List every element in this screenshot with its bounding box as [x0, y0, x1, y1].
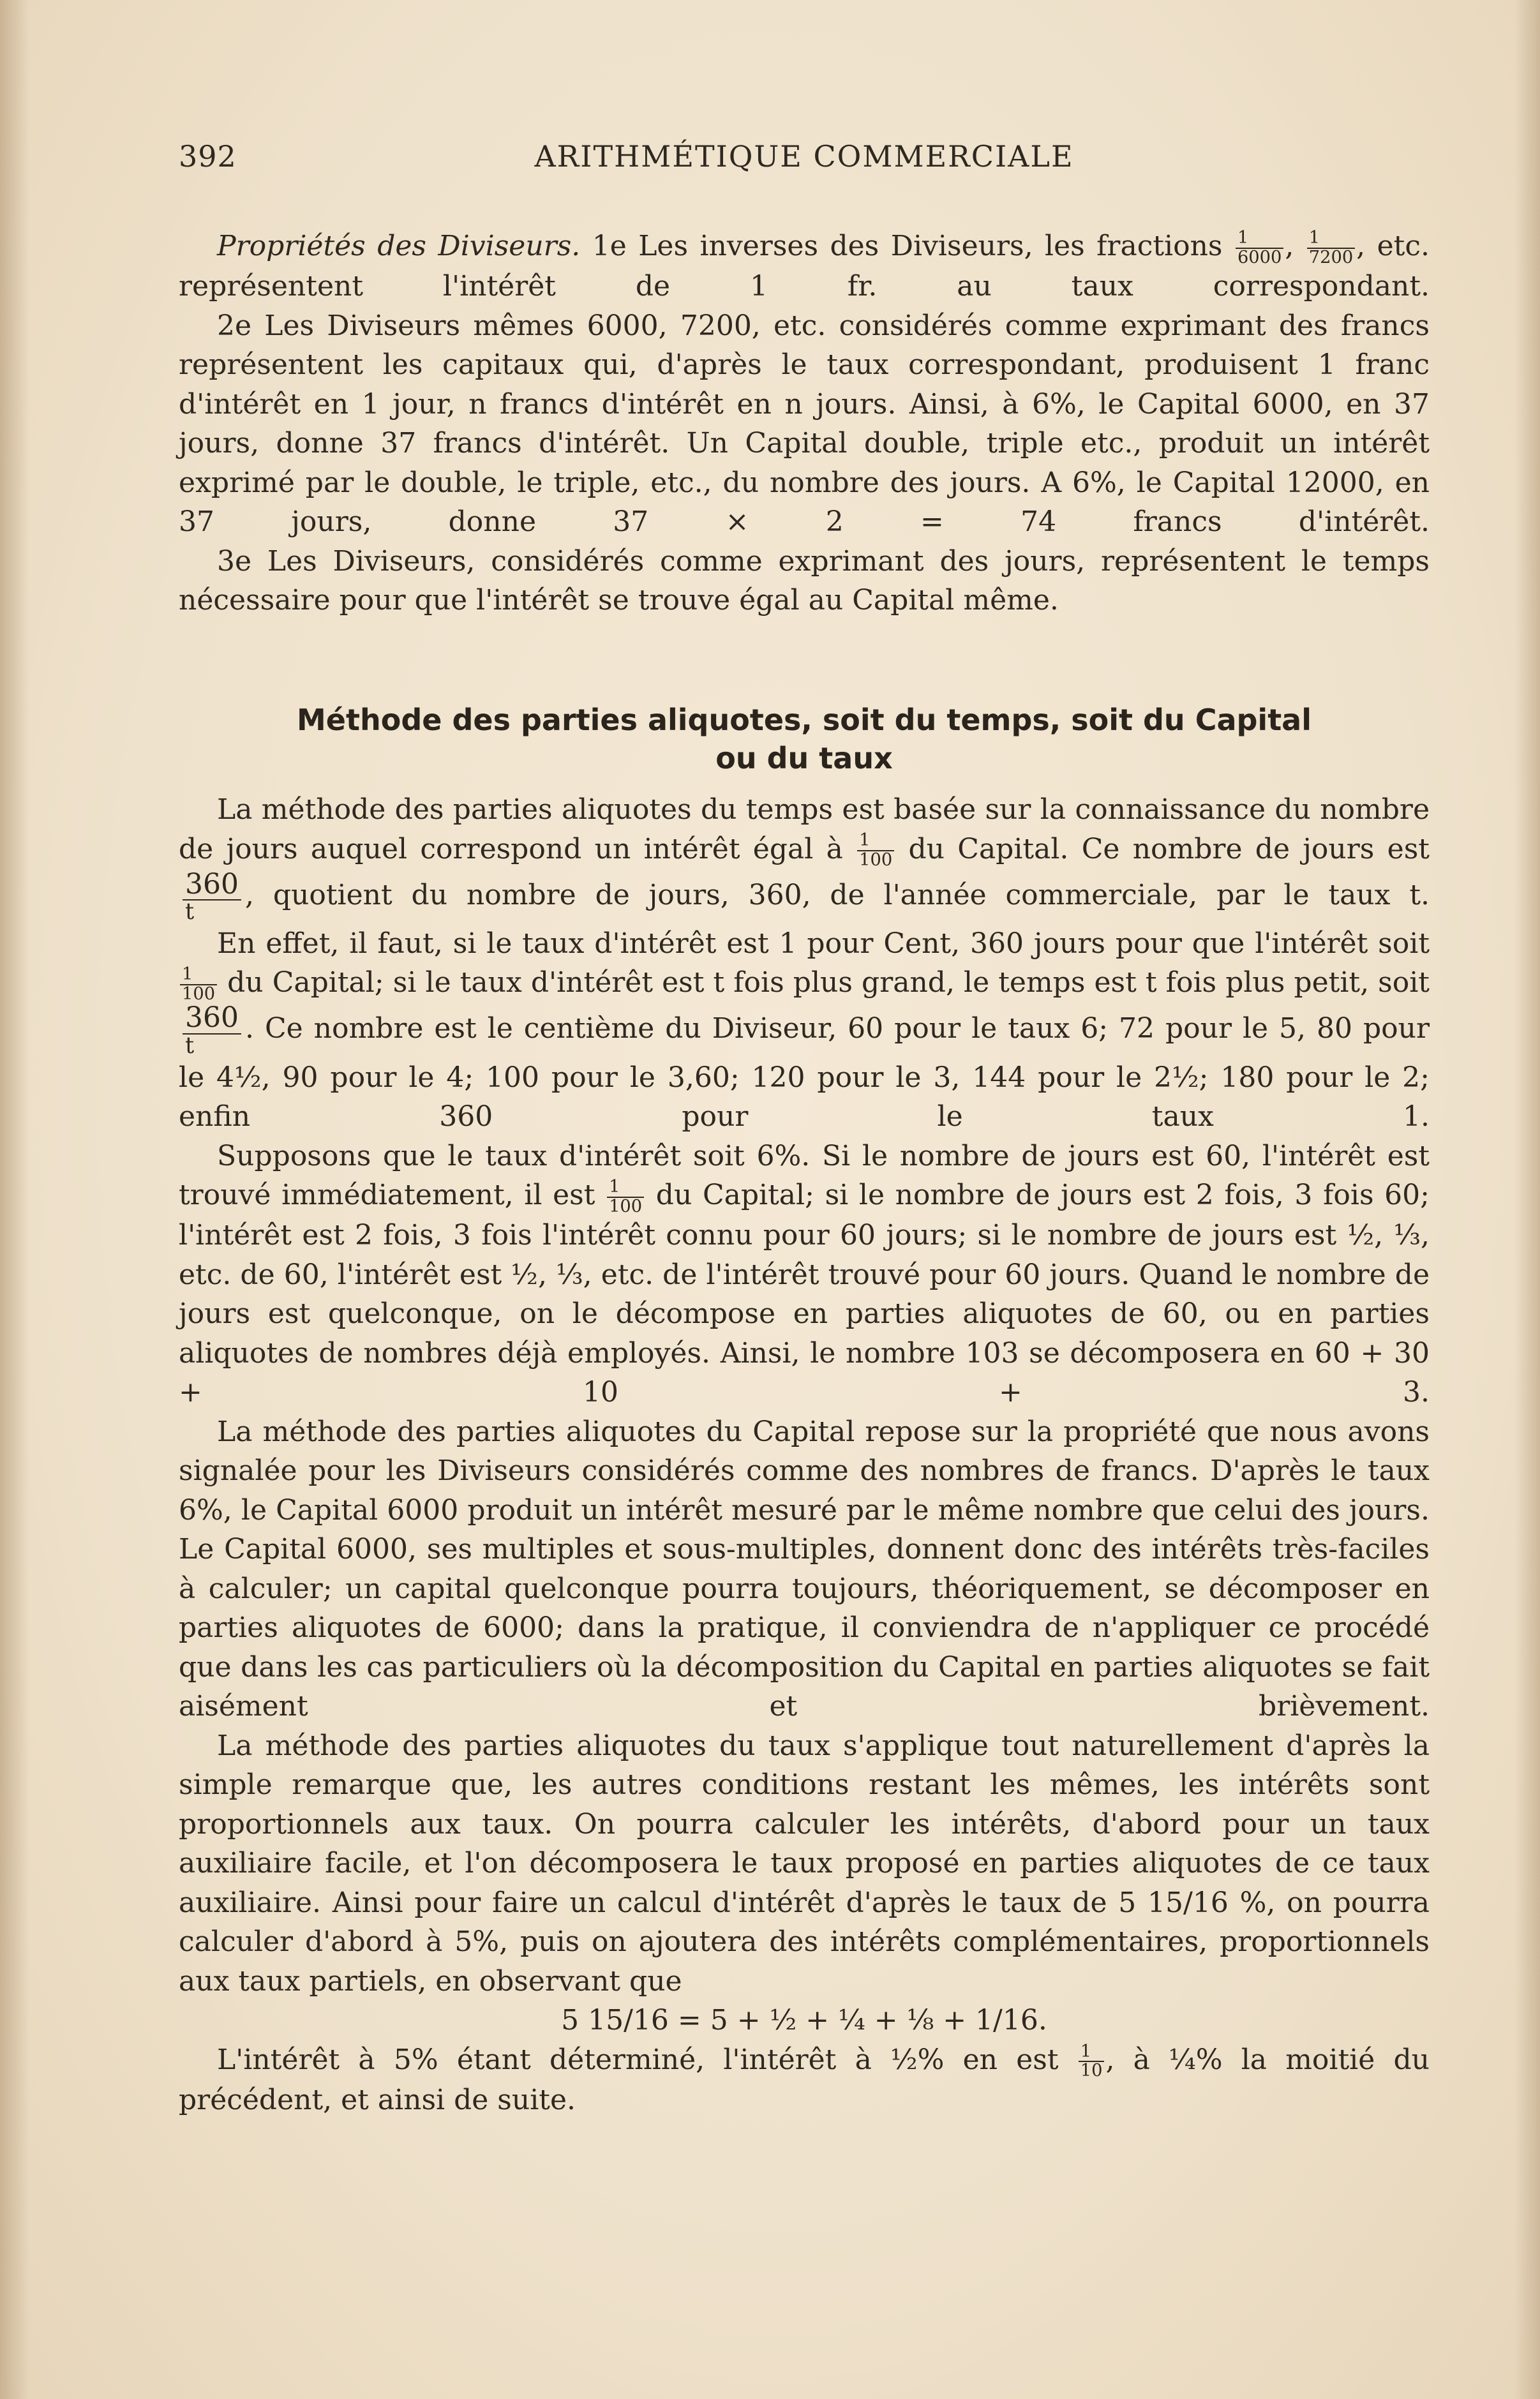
page-shadow-left	[0, 0, 29, 2399]
capital-method-paragraph: La méthode des parties aliquotes du Capital repose sur la propriété que nous avons signalée pour les Diviseurs considérés comme des nombres de francs. D'après le taux 6%, le Capital 6000 produit un intérêt mesuré par le même nombre que celui des jours. Le Capital 6000, ses multiples et sous-multiples, donnent donc des intérêts très-faciles à calculer; un capital quelconque pourra toujours, théoriquement, se décomposer en parties aliquotes de 6000; dans la pratique, il conviendra de n'appliquer ce procédé que dans les cas particuliers où la décomposition du Capital en parties aliquotes se fait aisément et brièvement.	[179, 1415, 1430, 1723]
page-shadow-right	[1514, 0, 1540, 2399]
fraction-1-100-b: $\frac{1}{100}$	[180, 966, 217, 1003]
closing-paragraph: L'intérêt à 5% étant déterminé, l'intérêt à ½% en est $\frac{1}{10}$ , à ¼% la moitié du précédent, et ainsi de suite.	[179, 2041, 1430, 2116]
page-number: 392	[179, 139, 237, 174]
fraction-1-7200: $\frac{1}{7200}$	[1307, 229, 1355, 267]
properties-label: Propriétés des Diviseurs.	[217, 230, 581, 262]
rate-method-paragraph: La méthode des parties aliquotes du taux s'applique tout naturellement d'après la simple remarque que, les autres conditions restant les mêmes, les intérêts sont proportionnels aux taux. On pourra calculer les intérêts, d'abord pour un taux auxiliaire facile, et l'on décomposera le taux proposé en parties aliquotes de ce taux auxiliaire. Ainsi pour faire un calcul d'intérêt d'après le taux de 5 15/16 %, on pourra calculer d'abord à 5%, puis on ajoutera des intérêts complémentaires, proportionnels aux taux partiels, en observant que	[179, 1729, 1430, 1998]
effect-paragraph: En effet, il faut, si le taux d'intérêt est 1 pour Cent, 360 jours pour que l'intérêt soit $\frac{1}{100}$ du Capital; si le taux d'intérêt est t fois plus grand, le temps est t fois plus petit, soit $\frac{360}{t}$ . Ce nombre est le centième du Diviseur, 60 pour le taux 6; 72 pour le 5, 80 pour le 4½, 90 pour le 4; 100 pour le 3,60; 120 pour le 3, 144 pour le 2½; 180 pour le 2; enfin 360 pour le taux 1.	[179, 927, 1430, 1133]
aliquot-method-block	[179, 790, 1430, 2119]
fraction-360-t: $\frac{360}{t}$	[183, 870, 241, 924]
property-1-paragraph: Propriétés des Diviseurs. 1e Les inverses des Diviseurs, les fractions $\frac{1}{6000}$ , $\frac{1}{7200}$ , etc. représentent l'intérêt de 1 fr. au taux correspondant.	[179, 227, 1430, 303]
running-title: ARITHMÉTIQUE COMMERCIALE	[534, 139, 1074, 174]
fraction-1-10: $\frac{1}{10}$	[1079, 2043, 1105, 2081]
formula-line: 5 15/16 = 5 + ½ + ¼ + ⅛ + 1/16.	[561, 2004, 1047, 2037]
fraction-1-100: $\frac{1}{100}$	[857, 832, 894, 869]
property-3-paragraph: 3e Les Diviseurs, considérés comme exprimant des jours, représentent le temps nécessaire pour que l'intérêt se trouve égal au Capital même.	[179, 544, 1430, 617]
properties-block	[179, 227, 1430, 620]
time-method-paragraph: La méthode des parties aliquotes du temps est basée sur la connaissance du nombre de jours auquel correspond un intérêt égal à $\frac{1}{100}$ du Capital. Ce nombre de jours est $\frac{360}{t}$ , quotient du nombre de jours, 360, de l'année commerciale, par le taux t.	[179, 793, 1430, 925]
section-heading-line-1: Méthode des parties aliquotes, soit du temps, soit du Capital	[297, 703, 1312, 737]
fraction-1-100-c: $\frac{1}{100}$	[607, 1178, 644, 1216]
fraction-1-6000: $\frac{1}{6000}$	[1236, 229, 1283, 267]
page-header	[179, 139, 1430, 184]
property-2-paragraph: 2e Les Diviseurs mêmes 6000, 7200, etc. considérés comme exprimant des francs représentent les capitaux qui, d'après le taux correspondant, produisent 1 franc d'intérêt en 1 jour, n francs d'intérêt en n jours. Ainsi, à 6%, le Capital 6000, en 37 jours, donne 37 francs d'intérêt. Un Capital double, triple etc., produit un intérêt exprimé par le double, le triple, etc., du nombre des jours. A 6%, le Capital 12000, en 37 jours, donne 37 × 2 = 74 francs d'intérêt.	[179, 309, 1430, 539]
section-heading	[179, 701, 1430, 777]
suppose-paragraph: Supposons que le taux d'intérêt soit 6%. Si le nombre de jours est 60, l'intérêt est trouvé immédiatement, il est $\frac{1}{100}$ du Capital; si le nombre de jours est 2 fois, 3 fois 60; l'intérêt est 2 fois, 3 fois l'intérêt connu pour 60 jours; si le nombre de jours est ½, ⅓, etc. de 60, l'intérêt est ½, ⅓, etc. de l'intérêt trouvé pour 60 jours. Quand le nombre de jours est quelconque, on le décompose en parties aliquotes de 60, ou en parties aliquotes de nombres déjà employés. Ainsi, le nombre 103 se décomposera en 60 + 30 + 10 + 3.	[179, 1139, 1430, 1409]
fraction-360-t-b: $\frac{360}{t}$	[183, 1003, 241, 1058]
section-heading-line-2: ou du taux	[715, 741, 893, 775]
